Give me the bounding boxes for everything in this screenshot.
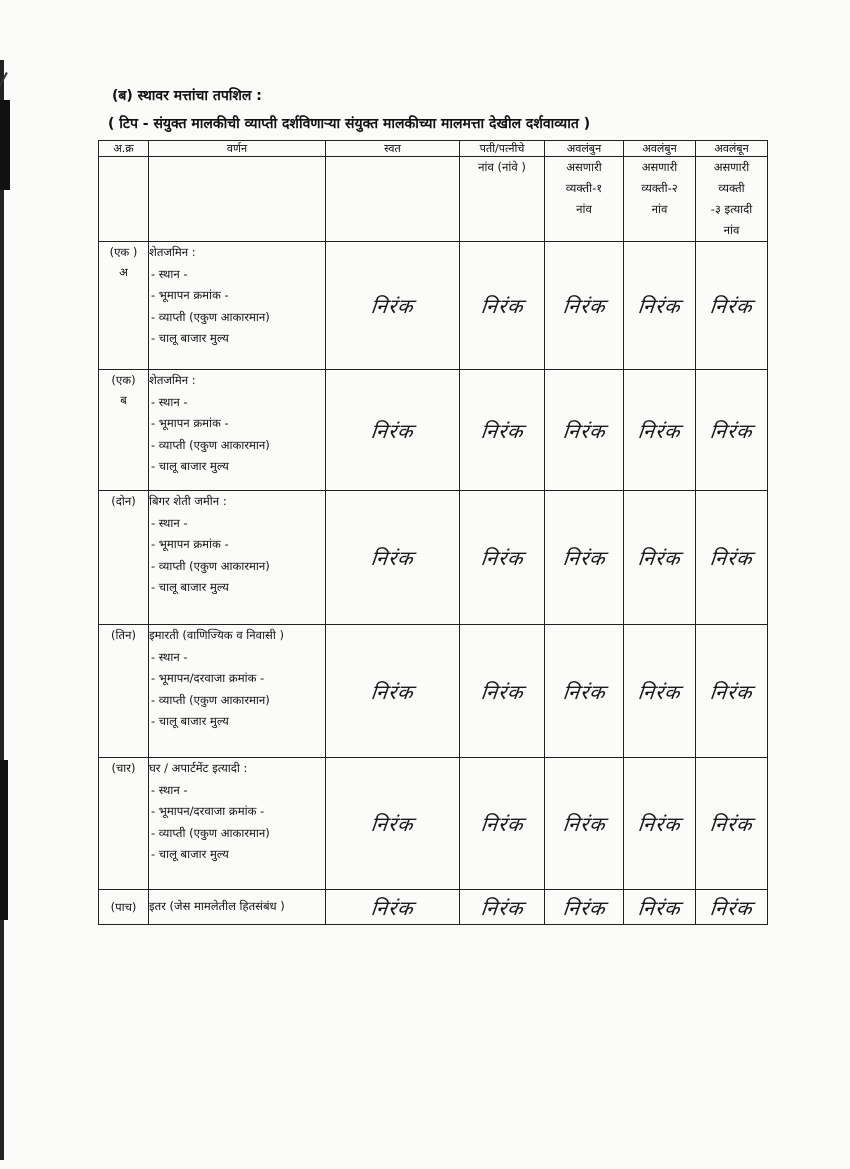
handwritten-value bbox=[326, 370, 460, 491]
subheader-cell bbox=[99, 157, 149, 242]
handwritten-nil: निरंक bbox=[479, 294, 525, 318]
row-description bbox=[149, 890, 326, 925]
row-title: शेतजमिन : bbox=[149, 373, 196, 387]
col-header-dependent-3: अवलंबून bbox=[696, 141, 768, 157]
row-serial: (पाच) bbox=[99, 890, 149, 925]
handwritten-value bbox=[624, 242, 696, 370]
handwritten-value bbox=[545, 242, 624, 370]
asset-row bbox=[99, 491, 768, 625]
handwritten-nil: निरंक bbox=[561, 546, 607, 570]
handwritten-value bbox=[696, 491, 768, 625]
handwritten-nil: निरंक bbox=[369, 895, 416, 920]
row-description bbox=[149, 758, 326, 890]
handwritten-value bbox=[326, 625, 460, 758]
handwritten-value bbox=[696, 625, 768, 758]
row-detail-item: - भूमापन क्रमांक - bbox=[151, 416, 229, 430]
handwritten-value bbox=[326, 758, 460, 890]
row-description bbox=[149, 625, 326, 758]
handwritten-value bbox=[624, 370, 696, 491]
row-description bbox=[149, 491, 326, 625]
row-title: इतर (जेस मामलेतील हितसंबंध ) bbox=[149, 899, 285, 914]
handwritten-nil: निरंक bbox=[561, 679, 607, 704]
asset-row bbox=[99, 625, 768, 758]
row-detail-item: - चालू बाजार मुल्य bbox=[151, 331, 229, 345]
row-detail-item: - चालू बाजार मुल्य bbox=[151, 580, 229, 594]
handwritten-value bbox=[624, 758, 696, 890]
handwritten-nil: निरंक bbox=[636, 895, 683, 920]
subheader-row bbox=[99, 157, 768, 242]
row-detail-item: - भूमापन/दरवाजा क्रमांक - bbox=[151, 804, 265, 818]
row-title: शेतजमिन : bbox=[149, 245, 196, 259]
col-header-spouse: पती/पत्नीचे bbox=[460, 141, 545, 157]
handwritten-nil: निरंक bbox=[479, 546, 525, 570]
handwritten-nil: निरंक bbox=[636, 294, 683, 318]
row-title: इमारती (वाणिज्यिक व निवासी ) bbox=[149, 628, 284, 642]
handwritten-value bbox=[460, 890, 545, 925]
handwritten-value bbox=[460, 242, 545, 370]
row-serial: (एक ) अ bbox=[99, 242, 149, 370]
handwritten-nil: निरंक bbox=[636, 418, 683, 443]
handwritten-value bbox=[326, 242, 460, 370]
handwritten-nil: निरंक bbox=[369, 546, 416, 570]
handwritten-nil: निरंक bbox=[369, 679, 416, 704]
row-detail-item: - व्याप्ती (एकुण आकारमान) bbox=[151, 692, 270, 707]
asset-row bbox=[99, 758, 768, 890]
handwritten-nil: निरंक bbox=[561, 812, 607, 836]
handwritten-nil: निरंक bbox=[708, 418, 755, 443]
handwritten-nil: निरंक bbox=[479, 895, 525, 920]
handwritten-nil: निरंक bbox=[636, 546, 683, 570]
handwritten-value bbox=[545, 890, 624, 925]
handwritten-nil: निरंक bbox=[708, 294, 755, 318]
handwritten-nil: निरंक bbox=[708, 895, 755, 920]
row-serial: (तिन) bbox=[99, 625, 149, 758]
row-detail-item: - चालू बाजार मुल्य bbox=[151, 847, 229, 861]
handwritten-nil: निरंक bbox=[369, 294, 416, 318]
handwritten-value bbox=[460, 491, 545, 625]
handwritten-value bbox=[326, 890, 460, 925]
handwritten-value bbox=[545, 370, 624, 491]
scan-edge-shadow bbox=[0, 60, 14, 1160]
row-detail-item: - व्याप्ती (एकुण आकारमान) bbox=[151, 558, 270, 573]
row-detail-item: - व्याप्ती (एकुण आकारमान) bbox=[151, 437, 270, 452]
asset-row bbox=[99, 890, 768, 925]
row-detail-item: - व्याप्ती (एकुण आकारमान) bbox=[151, 309, 270, 324]
row-serial: (चार) bbox=[99, 758, 149, 890]
header-row bbox=[99, 141, 768, 157]
row-detail-item: - भूमापन क्रमांक - bbox=[151, 537, 229, 551]
row-serial: (दोन) bbox=[99, 491, 149, 625]
row-title: बिगर शेती जमीन : bbox=[149, 494, 227, 508]
col-header-self: स्वत bbox=[326, 141, 460, 157]
handwritten-nil: निरंक bbox=[479, 418, 525, 443]
handwritten-value bbox=[545, 491, 624, 625]
handwritten-value bbox=[696, 758, 768, 890]
row-description bbox=[149, 242, 326, 370]
handwritten-value bbox=[545, 758, 624, 890]
handwritten-nil: निरंक bbox=[636, 812, 683, 836]
subheader-spouse: नांव (नांवे ) bbox=[460, 157, 545, 242]
handwritten-nil: निरंक bbox=[708, 546, 755, 570]
row-detail-item: - स्थान - bbox=[151, 649, 188, 664]
col-header-dependent-2: अवलंबुन bbox=[624, 141, 696, 157]
row-detail-item: - चालू बाजार मुल्य bbox=[151, 459, 229, 473]
row-detail-item: - भूमापन/दरवाजा क्रमांक - bbox=[151, 671, 265, 685]
row-detail-item: - स्थान - bbox=[151, 515, 188, 530]
handwritten-nil: निरंक bbox=[636, 679, 683, 704]
section-note: ( टिप - संयुक्त मालकीची व्याप्ती दर्शविणाऱ्या संयुक्त मालकीच्या मालमत्ता देखील दर्शवाव्यात ) bbox=[108, 116, 591, 132]
handwritten-nil: निरंक bbox=[369, 418, 416, 443]
row-description bbox=[149, 370, 326, 491]
asset-row bbox=[99, 242, 768, 370]
handwritten-value bbox=[326, 491, 460, 625]
handwritten-nil: निरंक bbox=[708, 812, 755, 836]
handwritten-value bbox=[545, 625, 624, 758]
row-serial: (एक) ब bbox=[99, 370, 149, 491]
subheader-dependent-2: असणारी व्यक्ती-२ नांव bbox=[624, 157, 696, 242]
col-header-dependent-1: अवलंबुन bbox=[545, 141, 624, 157]
handwritten-nil: निरंक bbox=[708, 679, 755, 704]
col-header-description: वर्णन bbox=[149, 141, 326, 157]
row-detail-item: - चालू बाजार मुल्य bbox=[151, 714, 229, 728]
row-detail-item: - स्थान - bbox=[151, 782, 188, 797]
handwritten-nil: निरंक bbox=[479, 812, 525, 836]
row-detail-item: - स्थान - bbox=[151, 394, 188, 409]
handwritten-value bbox=[624, 491, 696, 625]
handwritten-value bbox=[624, 625, 696, 758]
subheader-cell bbox=[149, 157, 326, 242]
asset-row bbox=[99, 370, 768, 491]
handwritten-value bbox=[460, 370, 545, 491]
row-detail-item: - भूमापन क्रमांक - bbox=[151, 288, 229, 302]
handwritten-nil: निरंक bbox=[561, 294, 607, 318]
handwritten-value bbox=[696, 242, 768, 370]
row-detail-item: - स्थान - bbox=[151, 266, 188, 281]
section-heading: (ब) स्थावर मत्तांचा तपशिल : bbox=[112, 88, 262, 104]
handwritten-value bbox=[460, 625, 545, 758]
handwritten-value bbox=[696, 370, 768, 491]
handwritten-nil: निरंक bbox=[561, 418, 607, 443]
col-header-serial: अ.क्र bbox=[99, 141, 149, 157]
row-detail-item: - व्याप्ती (एकुण आकारमान) bbox=[151, 825, 270, 840]
handwritten-value bbox=[624, 890, 696, 925]
handwritten-value bbox=[460, 758, 545, 890]
handwritten-nil: निरंक bbox=[369, 812, 416, 836]
subheader-cell bbox=[326, 157, 460, 242]
subheader-dependent-3: असणारी व्यक्ती -३ इत्यादी नांव bbox=[696, 157, 768, 242]
handwritten-nil: निरंक bbox=[561, 895, 607, 920]
row-title: घर / अपार्टमेंट इत्यादी : bbox=[149, 761, 248, 775]
immovable-assets-table bbox=[98, 140, 768, 925]
subheader-dependent-1: असणारी व्यक्ती-१ नांव bbox=[545, 157, 624, 242]
handwritten-nil: निरंक bbox=[479, 679, 525, 704]
handwritten-value bbox=[696, 890, 768, 925]
